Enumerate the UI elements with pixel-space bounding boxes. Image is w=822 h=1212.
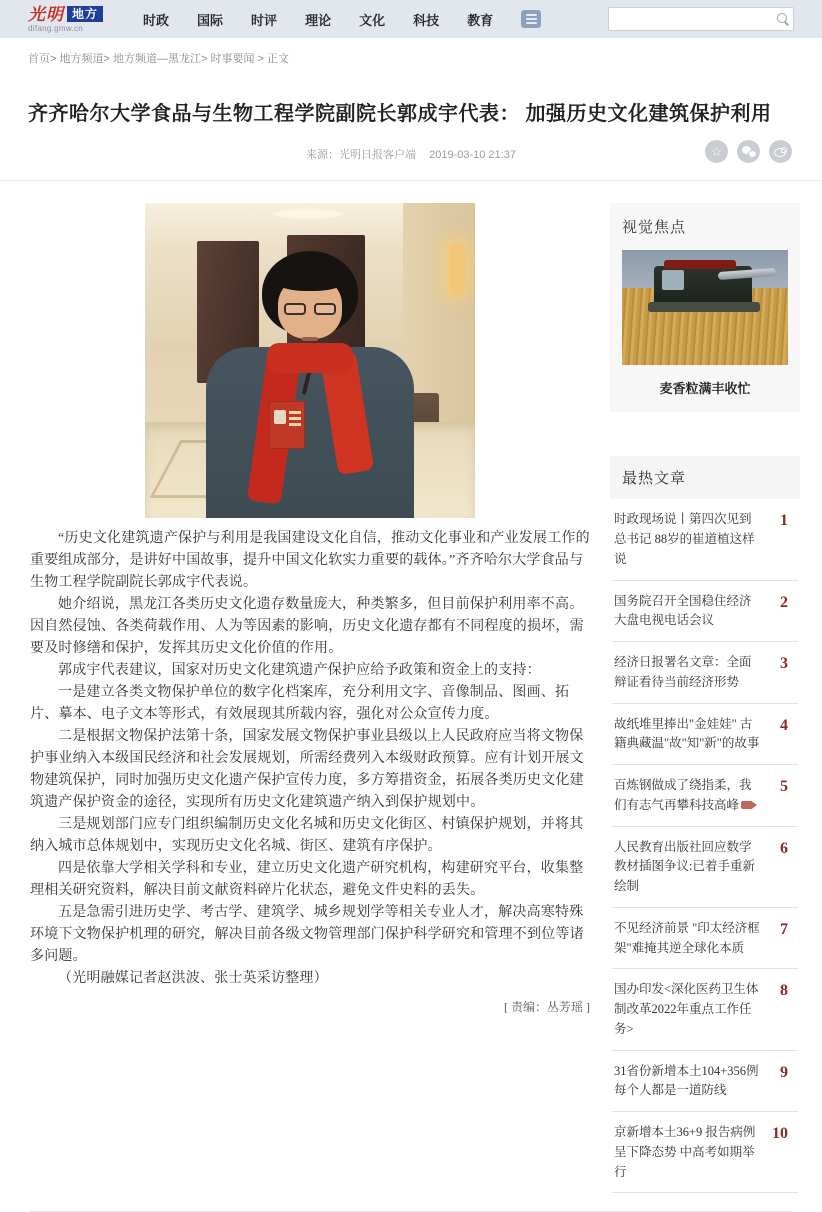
hot-article-item[interactable] (612, 908, 798, 970)
hot-article-title: 人民教育出版社回应数学教材插图争议:已着手重新绘制 (614, 839, 755, 894)
hot-article-item[interactable] (612, 827, 798, 908)
hot-article-rank: 8 (780, 982, 788, 1000)
nav-item-shizheng[interactable]: 时政 (143, 12, 170, 28)
article-source: 来源：光明日报客户端 (306, 149, 417, 162)
hot-article-title (614, 776, 760, 816)
logo-domain-text: difang.gmw.cn (28, 23, 84, 33)
article-meta (0, 140, 822, 162)
nav-item-jiaoyu[interactable]: 教育 (467, 12, 494, 28)
star-glyph: ☆ (710, 144, 723, 160)
hot-article-rank: 5 (780, 778, 788, 796)
hot-article-item[interactable] (612, 969, 798, 1050)
hot-article-rank: 4 (780, 716, 788, 734)
hot-article-rank: 10 (772, 1125, 788, 1143)
hot-article-title: 经济日报署名文章：全面辩证看待当前经济形势 (614, 655, 752, 689)
search-input[interactable] (609, 8, 776, 30)
hot-article-item[interactable] (612, 704, 798, 766)
article-datetime: 2019-03-10 21:37 (429, 149, 516, 162)
logo-row (28, 6, 103, 23)
visual-focus-title: 视觉焦点 (622, 219, 687, 237)
menu-list-icon[interactable] (521, 10, 541, 28)
hot-article-title: 不见经济前景 "印太经济框架"难掩其逆全球化本质 (614, 920, 760, 955)
nav-item-shiping[interactable]: 时评 (251, 12, 278, 28)
article-paragraph: 三是规划部门应专门组织编制历史文化名城和历史文化街区、村镇保护规划，并将其纳入城市总体规划中，实现历史文化名城、街区、建筑有序保护。 (30, 817, 584, 855)
logo-difang-box: 地方 (67, 6, 103, 22)
hot-article-rank: 3 (780, 655, 788, 673)
visual-focus-box (610, 203, 800, 412)
nav-item-guoji[interactable]: 国际 (197, 12, 224, 28)
hot-articles-title: 最热文章 (610, 456, 800, 499)
nav-item-wenhua[interactable]: 文化 (359, 12, 386, 28)
hot-articles-section (610, 456, 800, 1193)
hot-article-title: 31省份新增本土104+356例 每个人都是一道防线 (614, 1063, 759, 1098)
favorite-star-icon[interactable] (705, 140, 728, 163)
article-photo (145, 203, 475, 518)
article-paragraph: 四是依靠大学相关学科和专业，建立历史文化遗产研究机构，构建研究平台，收集整理相关研究资料，解决目前文献资料碎片化状态，避免文件史料的丢失。 (30, 861, 584, 899)
article-paragraph: 二是根据文物保护法第十条，国家发展文物保护事业县级以上人民政府应当将文物保护事业纳入本级国民经济和社会发展规划，所需经费列入本级财政预算。应有计划开展文物建筑保护，同时加强历史文化遗产保护宣传力度，多方筹措资金，拓展各类历史文化建筑遗产保护资金的途径，实现所有历史文化建筑遗产纳入到保护规划中。 (30, 729, 584, 811)
article-byline: （光明融媒记者赵洪波、张士英采访整理） (58, 971, 328, 987)
hot-article-rank: 9 (780, 1063, 788, 1081)
share-buttons (705, 140, 792, 163)
main-content (0, 181, 822, 1193)
person-glasses (284, 303, 336, 316)
wechat-glyph (742, 146, 756, 157)
nav-links (143, 10, 551, 29)
article-meta-row (0, 140, 822, 166)
photo-person (195, 251, 425, 518)
nav-item-lilun[interactable]: 理论 (305, 12, 332, 28)
nav-item-keji[interactable]: 科技 (413, 12, 440, 28)
hot-article-item[interactable] (612, 642, 798, 704)
hot-article-title: 京新增本土36+9 报告病例呈下降态势 中高考如期举行 (614, 1125, 756, 1179)
visual-focus-caption[interactable]: 麦香粒满丰收忙 (659, 381, 751, 397)
search-icon[interactable] (776, 12, 790, 26)
wechat-share-icon[interactable] (737, 140, 760, 163)
article-column (30, 203, 590, 1193)
editor-credit: [ 责编：丛芳瑶 ] (504, 1000, 590, 1015)
person-bangs (274, 269, 346, 291)
hot-article-title: 国务院召开全国稳住经济大盘电视电话会议 (614, 593, 752, 628)
top-nav-bar (0, 0, 822, 38)
person-scarf-neck (267, 343, 353, 373)
hot-article-item[interactable] (612, 1051, 798, 1113)
page-title: 齐齐哈尔大学食品与生物工程学院副院长郭成宇代表： 加强历史文化建筑保护利用 (28, 103, 772, 126)
hot-article-item[interactable] (612, 499, 798, 580)
hot-article-rank: 2 (780, 593, 788, 611)
hot-article-item[interactable] (612, 581, 798, 643)
person-delegate-badge (269, 401, 305, 449)
breadcrumb[interactable]: 首页> 地方频道> 地方频道—黑龙江> 时事要闻 > 正文 (28, 53, 289, 65)
article-paragraph: 五是急需引进历史学、考古学、建筑学、城乡规划学等相关专业人才，解决高寒特殊环境下文物保护机理的研究，解决目前各级文物管理部门保护科学研究和管理不到位等诸多问题。 (30, 905, 584, 965)
article-paragraph: “历史文化建筑遗产保护与利用是我国建设文化自信，推动文化事业和产业发展工作的重要组成部分，是讲好中国故事，提升中国文化软实力重要的载体。”齐齐哈尔大学食品与生物工程学院副院长郭成宇代表说。 (30, 531, 590, 591)
harvester-cab-window (662, 270, 684, 290)
weibo-glyph (774, 147, 787, 157)
hot-article-title-text: 百炼钢做成了绕指柔，我们有志气再攀科技高峰 (614, 778, 752, 812)
article-paragraph: 一是建立各类文物保护单位的数字化档案库，充分利用文字、音像制品、图画、拓片、摹本、电子文本等形式，有效展现其所载内容，强化对公众宣传力度。 (30, 685, 570, 723)
harvester-red-roof (664, 260, 736, 269)
hot-article-title: 故纸堆里捧出"金娃娃" 古籍典藏温"故"知"新"的故事 (614, 716, 760, 751)
site-logo[interactable] (28, 6, 103, 33)
article-paragraph: 郭成宇代表建议，国家对历史文化建筑遗产保护应给予政策和资金上的支持： (58, 663, 541, 679)
hot-article-item[interactable] (612, 765, 798, 827)
hot-article-item[interactable] (612, 1112, 798, 1193)
hot-article-rank: 6 (780, 839, 788, 857)
search-box (608, 7, 794, 31)
logo-guangming-script: 光明 (28, 4, 64, 24)
article-paragraph: 她介绍说，黑龙江各类历史文化遗存数量庞大，种类繁多，但目前保护利用率不高。因自然侵蚀、各类荷载作用、人为等因素的影响，历史文化遗存都有不同程度的损坏，需要及时修缮和保护，发挥其历史文化价值的作用。 (30, 597, 584, 657)
harvester-reel (648, 302, 760, 312)
weibo-share-icon[interactable] (769, 140, 792, 163)
hot-articles-list (610, 499, 800, 1193)
visual-focus-image[interactable] (622, 250, 788, 365)
hot-article-title: 时政现场说丨第四次见到总书记 88岁的崔道植这样说 (614, 512, 755, 566)
video-icon (741, 801, 753, 809)
hot-article-title: 国办印发<深化医药卫生体制改革2022年重点工作任务> (614, 982, 759, 1036)
person-mouth (302, 337, 318, 341)
sidebar (610, 203, 800, 1193)
hot-article-rank: 1 (780, 512, 788, 530)
hot-article-rank: 7 (780, 920, 788, 938)
photo-wall-lamp (449, 243, 465, 295)
